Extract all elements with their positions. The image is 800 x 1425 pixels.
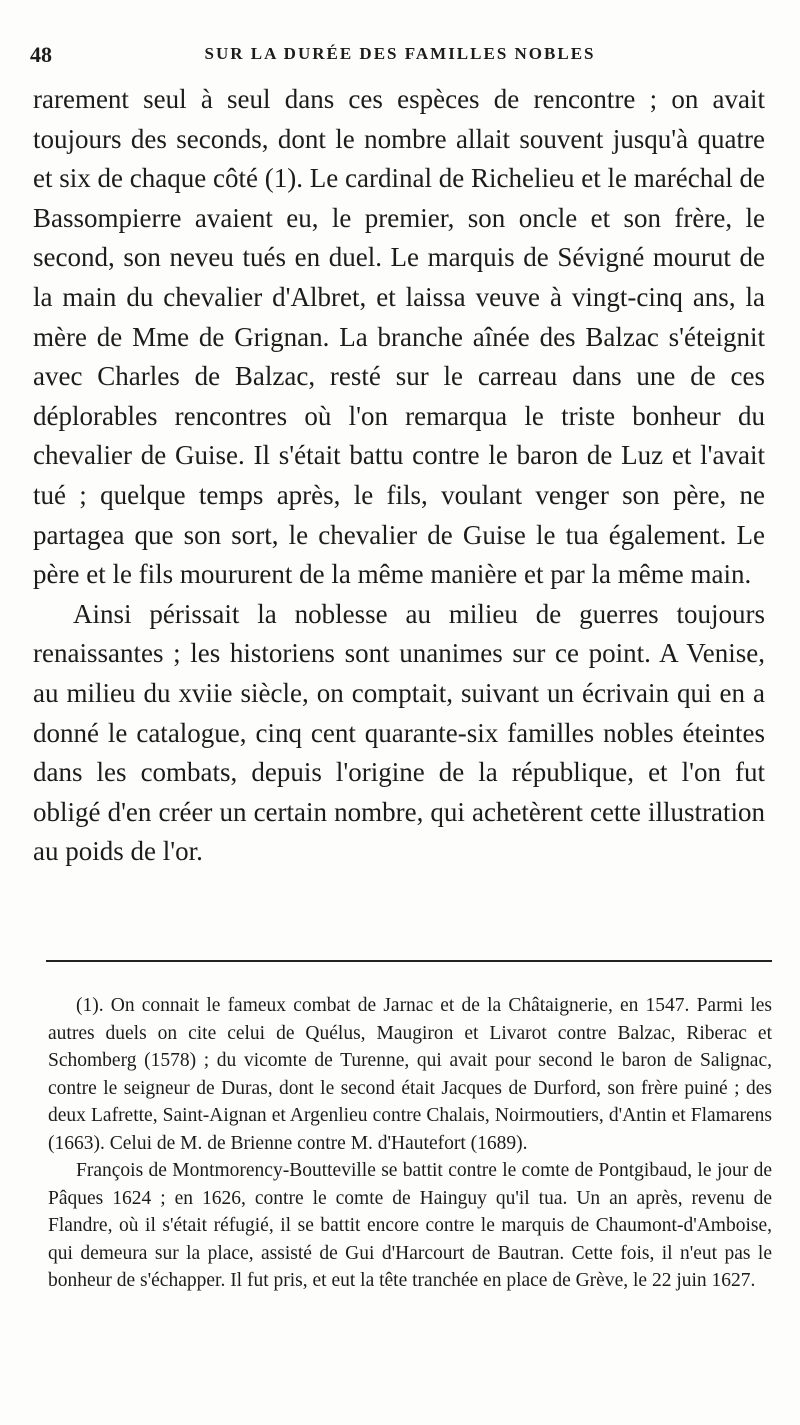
body-paragraph-1: rarement seul à seul dans ces espèces de rencontre ; on avait toujours des seconds, dont le nombre allait souvent jusqu'à quatre et six de chaque côté (1). Le cardinal de Richelieu et le maréchal de Bassompierre avaient eu, le premier, son oncle et son frère, le second, son neveu tués en duel. Le marquis de Sévigné mourut de la main du chevalier d'Albret, et laissa veuve à vingt-cinq ans, la mère de Mme de Grignan. La branche aînée des Balzac s'éteignit avec Charles de Balzac, resté sur le carreau dans une de ces déplorables rencontres où l'on remarqua le triste bonheur du chevalier de Guise. Il s'était battu contre le baron de Luz et l'avait tué ; quelque temps après, le fils, voulant venger son père, ne partagea que son sort, le chevalier de Guise le tua également. Le père et le fils moururent de la même manière et par la même main.: [33, 84, 765, 590]
page-header: [30, 42, 770, 72]
page-number: 48: [30, 42, 52, 67]
footnote-divider: [46, 960, 772, 962]
body-text: [33, 80, 765, 872]
body-paragraph-2: Ainsi périssait la noblesse au milieu de guerres toujours renaissantes ; les historiens sont unanimes sur ce point. A Venise, au milieu du xviie siècle, on comptait, suivant un écrivain qui en a donné le catalogue, cinq cent quarante-six familles nobles éteintes dans les combats, depuis l'origine de la république, et l'on fut obligé d'en créer un certain nombre, qui achetèrent cette illustration au poids de l'or.: [33, 598, 765, 867]
footnotes: [48, 992, 772, 1295]
footnote-1: (1). On connait le fameux combat de Jarnac et de la Châtaignerie, en 1547. Parmi les autres duels on cite celui de Quélus, Maugiron et Livarot contre Balzac, Riberac et Schomberg (1578) ; du vicomte de Turenne, qui avait pour second le baron de Salignac, contre le seigneur de Duras, dont le second était Jacques de Durford, son frère puiné ; des deux Lafrette, Saint-Aignan et Argenlieu contre Chalais, Noirmoutiers, d'Antin et Flamarens (1663). Celui de M. de Brienne contre M. d'Hautefort (1689).: [48, 995, 772, 1154]
running-title: SUR LA DURÉE DES FAMILLES NOBLES: [204, 44, 596, 63]
footnote-2: François de Montmorency-Boutteville se battit contre le comte de Pontgibaud, le jour de Pâques 1624 ; en 1626, contre le comte de Hainguy qu'il tua. Un an après, revenu de Flandre, où il s'était réfugié, il se battit encore contre le marquis de Chaumont-d'Amboise, qui demeura sur la place, assisté de Gui d'Harcourt de Bautran. Cette fois, il n'eut pas le bonheur de s'échapper. Il fut pris, et eut la tête tranchée en place de Grève, le 22 juin 1627.: [48, 1160, 772, 1291]
